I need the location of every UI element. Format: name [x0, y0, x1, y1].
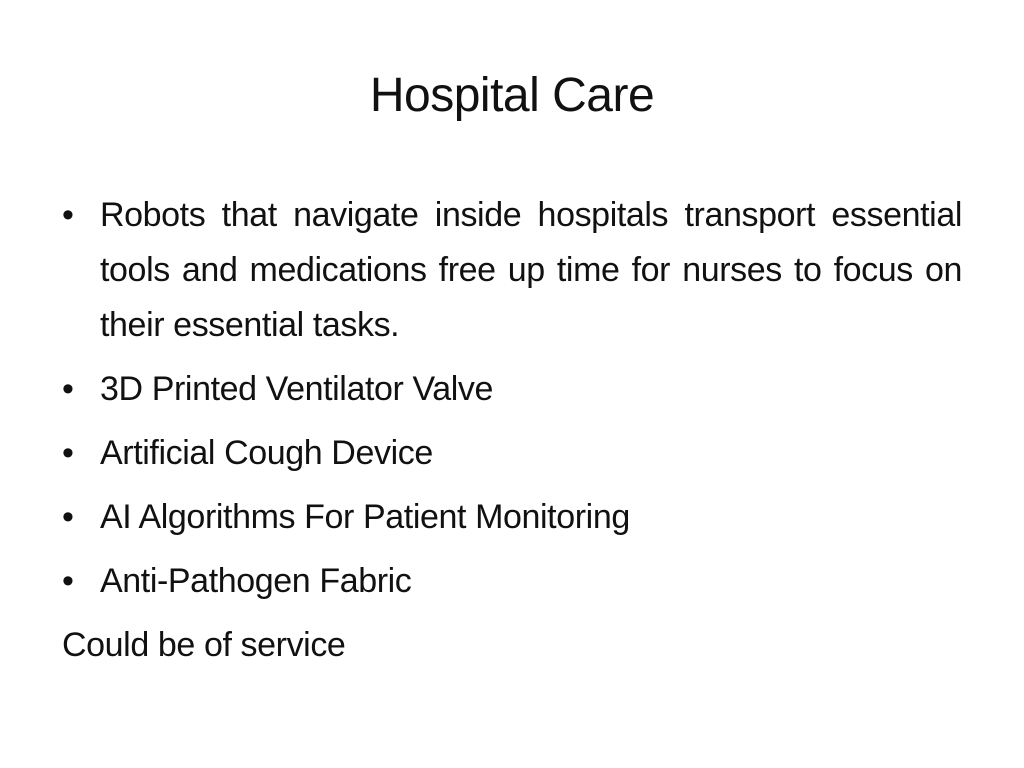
- bullet-dot-icon: •: [62, 434, 74, 472]
- bullet-dot-icon: •: [62, 370, 74, 408]
- bullet-item: [62, 554, 962, 609]
- slide-title: Hospital Care: [369, 69, 655, 122]
- bullet-item: [62, 362, 962, 417]
- bullet-dot-icon: •: [62, 562, 74, 600]
- bullet-text: Anti-Pathogen Fabric: [100, 562, 412, 600]
- bullet-item: [62, 188, 962, 353]
- closing-line: Could be of service: [62, 626, 346, 664]
- bullet-text: 3D Printed Ventilator Valve: [100, 370, 494, 408]
- bullet-list: [62, 188, 962, 609]
- bullet-dot-icon: •: [62, 196, 74, 234]
- bullet-dot-icon: •: [62, 498, 74, 536]
- bullet-text: Robots that navigate inside hospitals transport essential tools and medications free up time for nurses to focus on their essential tasks.: [100, 196, 962, 344]
- slide-body: [62, 188, 962, 673]
- bullet-text: AI Algorithms For Patient Monitoring: [100, 498, 630, 536]
- bullet-item: [62, 490, 962, 545]
- bullet-text: Artificial Cough Device: [100, 434, 433, 472]
- bullet-item: [62, 426, 962, 481]
